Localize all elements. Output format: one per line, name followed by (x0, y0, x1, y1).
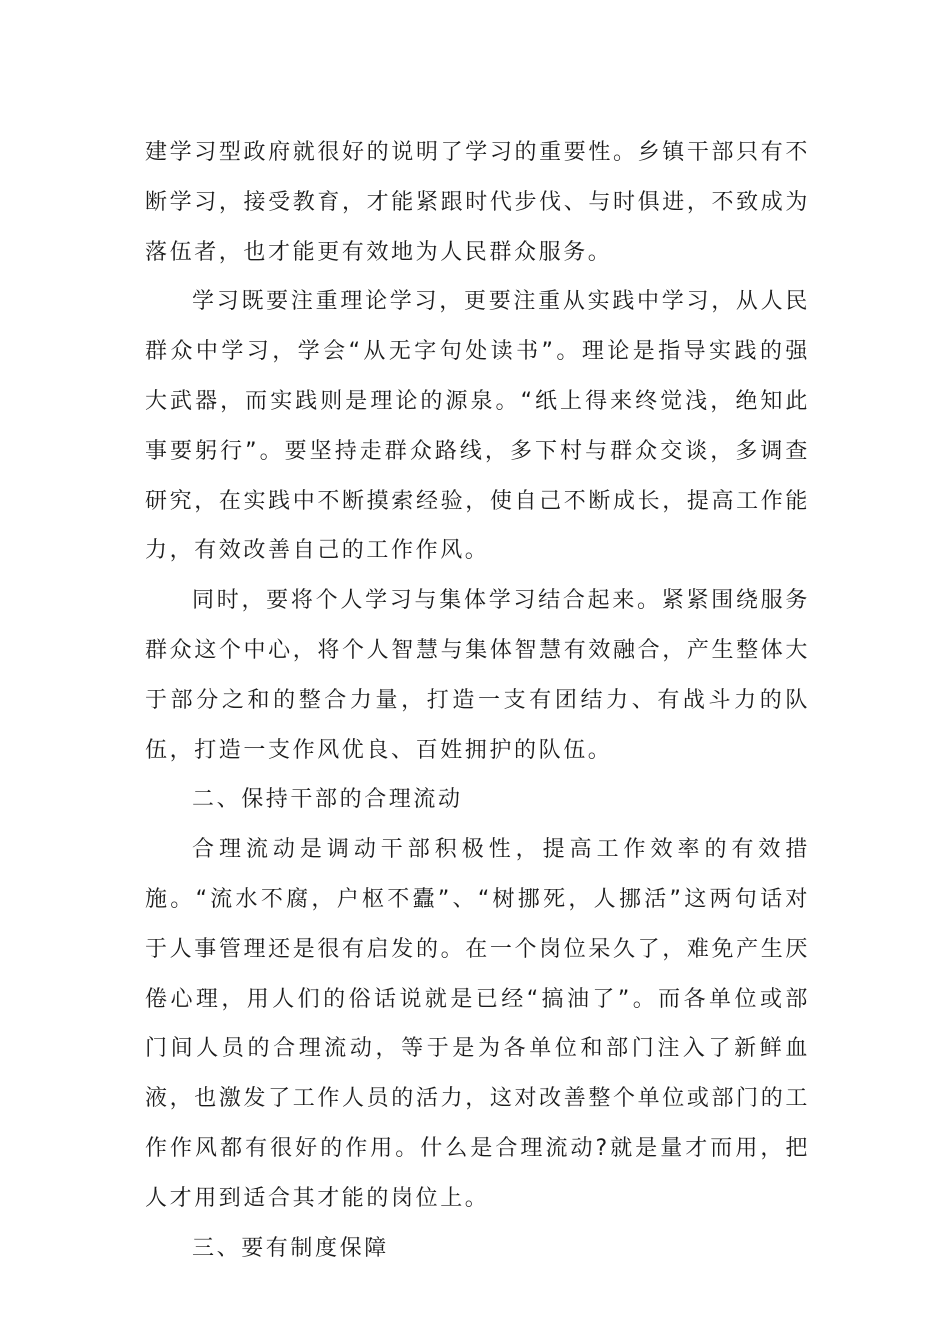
paragraph-collective-learning: 同时，要将个人学习与集体学习结合起来。紧紧围绕服务群众这个中心，将个人智慧与集体智慧有效融合，产生整体大于部分之和的整合力量，打造一支有团结力、有战斗力的队伍，打造一支作风优良、百姓拥护的队伍。 (145, 588, 810, 763)
section-heading-cadre-flow: 二、保持干部的合理流动 (192, 787, 463, 813)
paragraph-learning-government: 建学习型政府就很好的说明了学习的重要性。乡镇干部只有不断学习，接受教育，才能紧跟时代步伐、与时俱进，不致成为落伍者，也才能更有效地为人民群众服务。 (145, 140, 810, 265)
section-heading-system-guarantee: 三、要有制度保障 (192, 1235, 389, 1261)
paragraph-practice-learning: 学习既要注重理论学习，更要注重从实践中学习，从人民群众中学习，学会“从无字句处读书”。理论是指导实践的强大武器，而实践则是理论的源泉。“纸上得来终觉浅，绝知此事要躬行”。要坚持走群众路线，多下村与群众交谈，多调查研究，在实践中不断摸索经验，使自己不断成长，提高工作能力，有效改善自己的工作作风。 (145, 289, 810, 564)
document-body (145, 128, 810, 1273)
paragraph-reasonable-flow: 合理流动是调动干部积极性，提高工作效率的有效措施。“流水不腐，户枢不蠹”、“树挪死，人挪活”这两句话对于人事管理还是很有启发的。在一个岗位呆久了，难免产生厌倦心理，用人们的俗话说就是已经“搞油了”。而各单位或部门间人员的合理流动，等于是为各单位和部门注入了新鲜血液，也激发了工作人员的活力，这对改善整个单位或部门的工作作风都有很好的作用。什么是合理流动?就是量才而用，把人才用到适合其才能的岗位上。 (145, 837, 810, 1211)
